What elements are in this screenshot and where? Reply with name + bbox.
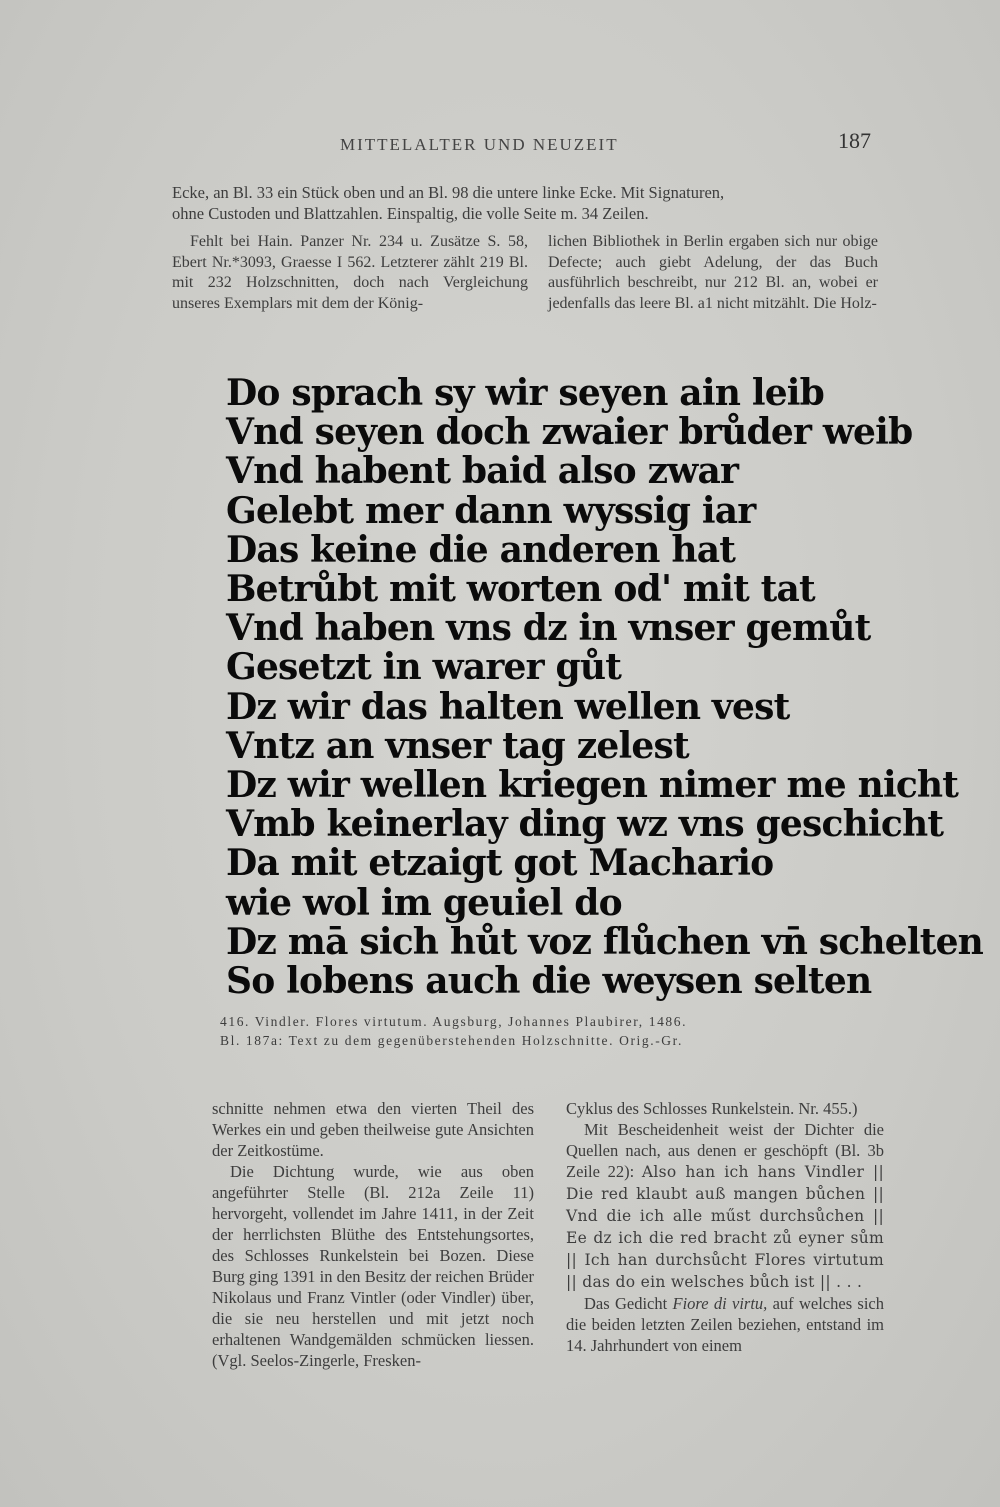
body-left-column <box>212 1098 534 1371</box>
paragraph-text: Mit Bescheidenheit weist der Dichter die Quellen nach, aus denen er geschöpft (Bl. 3b Zeile 22): <box>566 1120 884 1181</box>
body-paragraph: Die Dichtung wurde, wie aus oben angeführter Stelle (Bl. 212a Zeile 11) hervorgeht, vollendet im Jahre 1411, in der Zeit der herrlichsten Blüthe des Entstehungsortes, des Schlosses Runkelstein bei Bozen. Diese Burg ging 1391 in den Besitz der reichen Brüder Nikolaus und Franz Vintler (oder Vindler) über, die sie neu herstellen und mit jetzt noch erhaltenen Wandgemälden schmücken liessen. (Vgl. Seelos-Zingerle, Fresken- <box>212 1162 534 1370</box>
facsimile-line: Vntz an vnser tag zelest <box>226 724 689 767</box>
bibliographic-notes <box>172 232 878 314</box>
facsimile-line: Vmb keinerlay ding wz vns geschicht <box>226 803 944 846</box>
figure-caption <box>220 1012 840 1050</box>
caption-line: 416. Vindler. Flores virtutum. Augsburg, Johannes Plaubirer, 1486. <box>220 1014 688 1029</box>
facsimile-line: Vnd habent baid also zwar <box>226 450 739 493</box>
facsimile-line: Gesetzt in warer gůt <box>226 646 622 689</box>
work-title: Fiore di virtu, <box>672 1294 768 1313</box>
body-paragraph: Cyklus des Schlosses Runkelstein. Nr. 455.) <box>566 1099 858 1118</box>
running-head: MITTELALTER UND NEUZEIT <box>340 135 619 154</box>
paragraph-text: auf welches sich die beiden letzten Zeilen beziehen, entstand im 14. Jahrhundert von einem <box>566 1294 885 1355</box>
facsimile-line: Gelebt mer dann wyssig iar <box>226 489 756 532</box>
fraktur-quote: Also han ich hans Vindler || Die red klaubt auß mangen bůchen || Vnd die ich alle műst durchsůchen || Ee dz ich die red bracht zů eyner sům || Ich han durchsůcht Flores virtutum || das do ein welsches bůch ist || . . . <box>566 1163 884 1291</box>
intro-line: Ecke, an Bl. 33 ein Stück oben und an Bl. 98 die untere linke Ecke. Mit Signaturen, <box>172 183 725 202</box>
notes-right-column: lichen Bibliothek in Berlin ergaben sich nur obige Defecte; auch giebt Adelung, der das Buch ausführlich beschreibt, nur 212 Bl. an, wobei er jedenfalls das leere Bl. a1 nicht mitzählt. Die Holz- <box>548 233 878 312</box>
notes-left-column: Fehlt bei Hain. Panzer Nr. 234 u. Zusätze S. 58, Ebert Nr.*3093, Graesse I 562. Letzterer zählt 219 Bl. mit 232 Holzschnitten, doch nach Vergleichung unseres Exemplars mit dem der König- <box>172 233 528 312</box>
facsimile-line: Da mit etzaigt got Machario <box>226 842 774 885</box>
caption-line: Bl. 187a: Text zu dem gegenüberstehenden Holzschnitte. Orig.-Gr. <box>220 1033 683 1048</box>
intro-line: ohne Custoden und Blattzahlen. Einspaltig, die volle Seite m. 34 Zeilen. <box>172 204 649 223</box>
body-paragraph <box>566 1119 884 1293</box>
facsimile-line: Vnd haben vns dz in vnser gemůt <box>226 607 871 650</box>
intro-paragraph <box>172 182 878 224</box>
facsimile-line: Dz mā sich hůt voz flůchen vn̄ schelten <box>226 920 984 963</box>
body-text <box>212 1098 884 1371</box>
body-right-column <box>566 1098 884 1371</box>
facsimile-line: Do sprach sy wir seyen ain leib <box>226 372 825 414</box>
facsimile-line: So lobens auch die weysen selten <box>226 960 872 1003</box>
facsimile-line: Vnd seyen doch zwaier brůder weib <box>226 411 913 454</box>
body-paragraph <box>566 1293 884 1356</box>
facsimile-line: wie wol im geuiel do <box>226 881 622 924</box>
body-paragraph: schnitte nehmen etwa den vierten Theil des Werkes ein und geben theilweise gute Ansichten der Zeitkostüme. <box>212 1099 534 1160</box>
blackletter-facsimile <box>226 372 984 1003</box>
paragraph-text: Das Gedicht <box>584 1294 668 1313</box>
facsimile-line: Dz wir wellen kriegen nimer me nicht <box>226 764 959 807</box>
page-number: 187 <box>838 128 871 153</box>
facsimile-line: Betrůbt mit worten od' mit tat <box>226 568 815 611</box>
facsimile-line: Das keine die anderen hat <box>226 528 736 571</box>
facsimile-line: Dz wir das halten wellen vest <box>226 685 790 728</box>
